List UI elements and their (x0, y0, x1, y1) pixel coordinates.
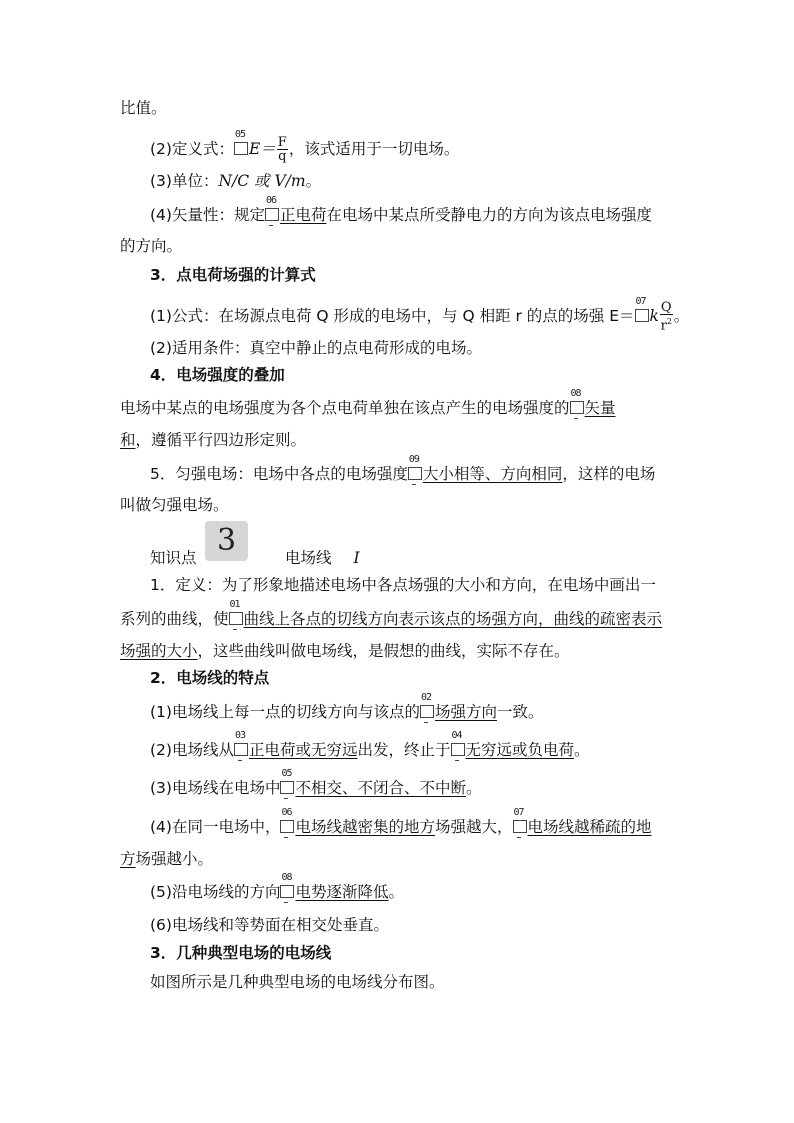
blank-marker (280, 768, 294, 794)
feature-line-5 (150, 872, 404, 902)
superposition-line (120, 388, 616, 418)
answer: 场强的大小 (120, 642, 198, 660)
denominator (660, 315, 673, 332)
blank-marker (234, 129, 248, 155)
roman-numeral: I (353, 549, 360, 567)
text: ，遵循平行四边形定则。 (135, 431, 307, 449)
blank-number: 08 (570, 388, 581, 399)
text: (4)在同一电场中， (150, 818, 281, 836)
constant-k: k (649, 307, 659, 326)
answer: 矢量 (584, 399, 616, 417)
blank-marker (234, 730, 248, 756)
feature-line-2 (150, 730, 590, 760)
section-heading: 4．电场强度的叠加 (150, 366, 285, 384)
formula: E＝ (248, 140, 276, 158)
answer: 电势逐渐降低 (295, 883, 389, 901)
answer: 电场线越密集的地方 (295, 818, 435, 836)
answer: 场强方向 (434, 703, 497, 721)
blank-marker (229, 599, 243, 625)
text: 电场中某点的电场强度为各个点电荷单独在该点产生的电场强度的 (120, 399, 570, 417)
blank-marker (265, 195, 279, 221)
text: 5．匀强电场：电场中各点的电场强度 (150, 465, 408, 483)
text-line: 比值。 (120, 99, 167, 117)
definition-line-2 (120, 641, 570, 661)
blank-number: 09 (408, 454, 419, 465)
blank-marker (420, 692, 434, 718)
text: (2)定义式： (150, 140, 234, 158)
feature-line-1 (150, 692, 544, 722)
text-line: (2)适用条件：真空中静止的点电荷形成的电场。 (150, 339, 482, 357)
text: (1)公式：在场源点电荷 Q 形成的电场中，与 Q 相距 r 的点的场强 E＝ (150, 307, 635, 326)
text: 。 (574, 741, 590, 759)
feature-line-6: (6)电场线和等势面在相交处垂直。 (150, 916, 389, 934)
vector-line (150, 195, 652, 225)
knowledge-point-badge: 3 (205, 521, 248, 561)
blank-marker (280, 872, 294, 898)
text-line: 1．定义：为了形象地描述电场中各点场强的大小和方向，在电场中画出一 (150, 576, 656, 594)
text: (3)单位： (150, 172, 219, 190)
section-heading: 3．几种典型电场的电场线 (150, 944, 332, 962)
blank-number: 08 (281, 872, 292, 883)
answer: 正电荷或无穷远 (248, 741, 358, 759)
unit-line (150, 171, 321, 191)
text: 。 (305, 172, 322, 190)
blank-number: 07 (635, 296, 646, 308)
units: N/C 或 V/m (218, 172, 306, 190)
fraction (660, 301, 673, 332)
text: (2)电场线从 (150, 741, 234, 759)
denominator: q (278, 149, 287, 164)
blank-number: 02 (420, 692, 432, 703)
knowledge-point-label: 知识点 (150, 549, 197, 567)
definition-line (120, 599, 663, 629)
answer: 曲线上各点的切线方向表示该点的场强方向，曲线的疏密表示 (243, 610, 663, 628)
feature-line-3 (150, 768, 482, 798)
text: 出发，终止于 (357, 741, 451, 759)
blank-marker (280, 807, 294, 833)
blank-marker (570, 388, 584, 414)
text: 场强越大， (434, 818, 513, 836)
answer: 不相交、不闭合、不中断 (295, 779, 466, 797)
blank-number: 04 (451, 730, 462, 741)
section-heading: 3．点电荷场强的计算式 (150, 266, 316, 284)
blank-number: 07 (513, 807, 524, 818)
answer: 正电荷 (279, 206, 327, 224)
feature-line-4b (120, 849, 213, 869)
feature-line-4 (150, 807, 652, 837)
answer: 电场线越稀疏的地 (527, 818, 652, 836)
exponent: 2 (666, 317, 672, 326)
blank-marker (408, 454, 422, 480)
blank-number: 06 (281, 807, 292, 818)
superposition-line-2 (120, 430, 306, 450)
text: (3)电场线在电场中 (150, 779, 281, 797)
blank-number: 03 (234, 730, 246, 741)
blank-marker (635, 296, 649, 322)
text-line: 如图所示是几种典型电场的电场线分布图。 (150, 973, 445, 991)
section-heading: 2．电场线的特点 (150, 669, 270, 687)
text: 场强越小。 (135, 850, 214, 868)
point-charge-formula-line (150, 296, 690, 334)
text: 系列的曲线，使 (120, 610, 229, 628)
numerator: Q (660, 300, 672, 315)
blank-marker (513, 807, 527, 833)
blank-number: 05 (281, 768, 292, 779)
text: 。 (388, 883, 404, 901)
answer: 方 (120, 850, 136, 868)
text: ，该式适用于一切电场。 (288, 140, 460, 158)
text: 。 (465, 779, 482, 797)
title: 电场线 (285, 549, 332, 567)
denominator-base: r (660, 318, 667, 334)
text: (5)沿电场线的方向 (150, 883, 281, 901)
numerator: F (277, 135, 287, 150)
blank-number: 06 (265, 195, 277, 206)
text-line: 的方向。 (120, 237, 183, 255)
answer: 大小相等、方向相同 (422, 465, 563, 483)
blank-number: 01 (229, 599, 240, 610)
text: 一致。 (496, 703, 544, 721)
text: 。 (673, 307, 690, 326)
text: ，这些曲线叫做电场线，是假想的曲线，实际不存在。 (197, 642, 570, 660)
text: ，这样的电场 (562, 465, 656, 483)
fraction (277, 136, 288, 163)
answer: 无穷远或负电荷 (465, 741, 575, 759)
knowledge-point-title (285, 548, 360, 568)
text: (1)电场线上每一点的切线方向与该点的 (150, 703, 420, 721)
text: (4)矢量性：规定 (150, 206, 265, 224)
answer: 和 (120, 431, 136, 449)
text-line: 叫做匀强电场。 (120, 496, 229, 514)
text: 在电场中某点所受静电力的方向为该点电场强度 (326, 206, 652, 224)
blank-marker (451, 730, 465, 756)
uniform-field-line (150, 454, 656, 484)
definition-formula-line (150, 129, 460, 164)
blank-number: 05 (234, 129, 246, 140)
